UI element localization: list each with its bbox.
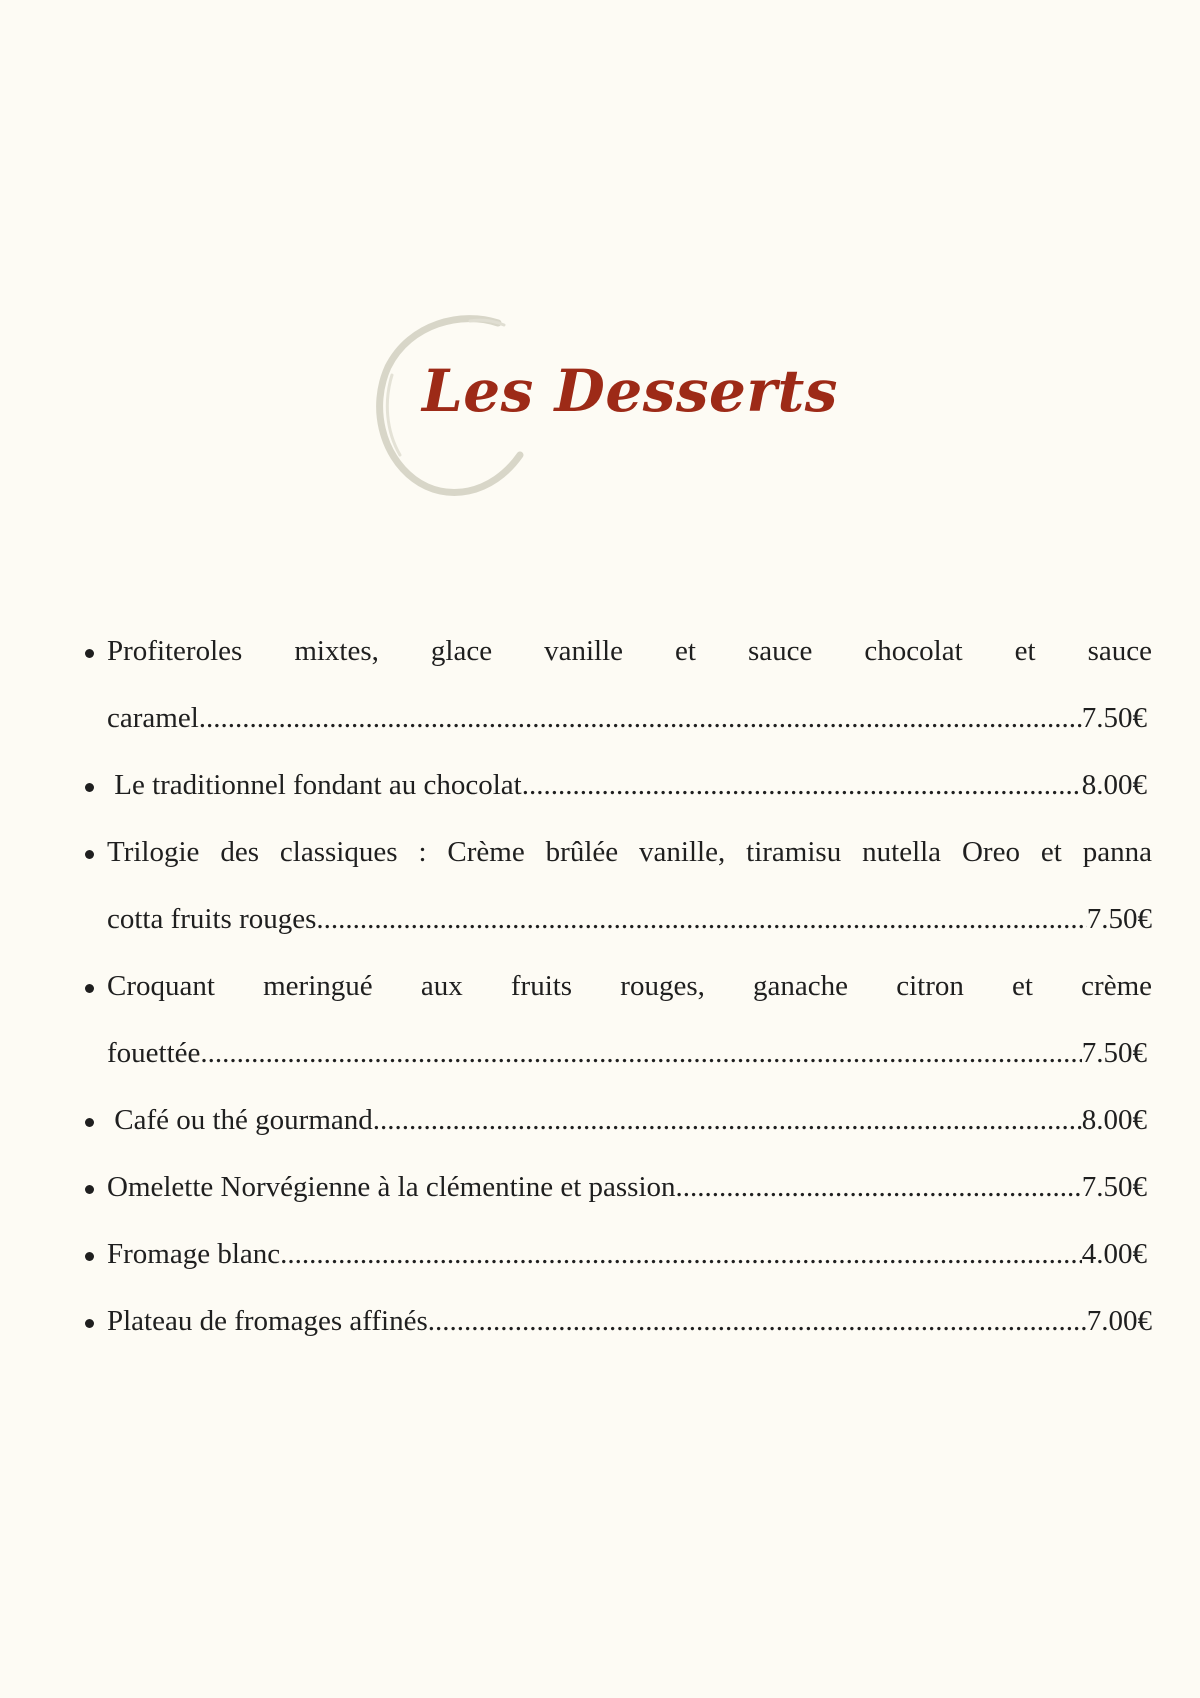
dot-leader	[200, 1020, 1081, 1087]
bullet-icon	[85, 649, 94, 658]
menu-item	[107, 1087, 1152, 1154]
menu-item-row	[107, 1154, 1152, 1221]
menu-item-name: Café ou thé gourmand	[107, 1104, 373, 1136]
menu-item-description: Croquant meringué aux fruits rouges, ganache citron et crème	[107, 970, 1152, 1002]
menu-item-name: Plateau de fromages affinés	[107, 1305, 428, 1337]
menu-item-price: 8.00€	[1081, 769, 1147, 801]
menu-item	[107, 618, 1152, 752]
dessert-menu-list	[107, 618, 1152, 1355]
menu-item-row	[107, 685, 1152, 752]
menu-item	[107, 819, 1152, 953]
menu-item-price: 7.50€	[1086, 903, 1152, 935]
dot-leader	[522, 752, 1082, 819]
menu-item	[107, 1221, 1152, 1288]
bullet-icon	[85, 1319, 94, 1328]
page-title: Les Desserts	[422, 357, 838, 425]
menu-item-description: Trilogie des classiques : Crème brûlée vanille, tiramisu nutella Oreo et panna	[107, 836, 1152, 868]
menu-item-name: Le traditionnel fondant au chocolat	[107, 769, 522, 801]
menu-item-price: 7.50€	[1081, 702, 1147, 734]
menu-item	[107, 752, 1152, 819]
dot-leader	[316, 886, 1086, 953]
menu-item-name: fouettée	[107, 1037, 201, 1069]
bullet-icon	[85, 1252, 94, 1261]
bullet-icon	[85, 1185, 94, 1194]
title-block	[370, 315, 838, 505]
menu-item-row	[107, 1221, 1152, 1288]
menu-item-row	[107, 1020, 1152, 1087]
dot-leader	[428, 1288, 1087, 1355]
bullet-icon	[85, 1118, 94, 1127]
dot-leader	[373, 1087, 1082, 1154]
bullet-icon	[85, 984, 94, 993]
dot-leader	[199, 685, 1082, 752]
dot-leader	[676, 1154, 1082, 1221]
menu-item-name: caramel	[107, 702, 199, 734]
bullet-icon	[85, 850, 94, 859]
menu-item-price: 7.00€	[1086, 1305, 1152, 1337]
menu-item-description: Profiteroles mixtes, glace vanille et sauce chocolat et sauce	[107, 635, 1152, 667]
bullet-icon	[85, 783, 94, 792]
menu-item	[107, 953, 1152, 1087]
menu-item	[107, 1288, 1152, 1355]
menu-item-name: Fromage blanc	[107, 1238, 281, 1270]
menu-item-price: 7.50€	[1081, 1037, 1147, 1069]
menu-item	[107, 1154, 1152, 1221]
menu-item-price: 8.00€	[1081, 1104, 1147, 1136]
menu-item-name: cotta fruits rouges	[107, 903, 317, 935]
dot-leader	[280, 1221, 1082, 1288]
menu-item-row	[107, 886, 1152, 953]
menu-item-price: 4.00€	[1081, 1238, 1147, 1270]
menu-item-row	[107, 1288, 1152, 1355]
menu-item-row	[107, 752, 1152, 819]
menu-item-price: 7.50€	[1081, 1171, 1147, 1203]
menu-item-row	[107, 1087, 1152, 1154]
menu-item-name: Omelette Norvégienne à la clémentine et passion	[107, 1171, 676, 1203]
